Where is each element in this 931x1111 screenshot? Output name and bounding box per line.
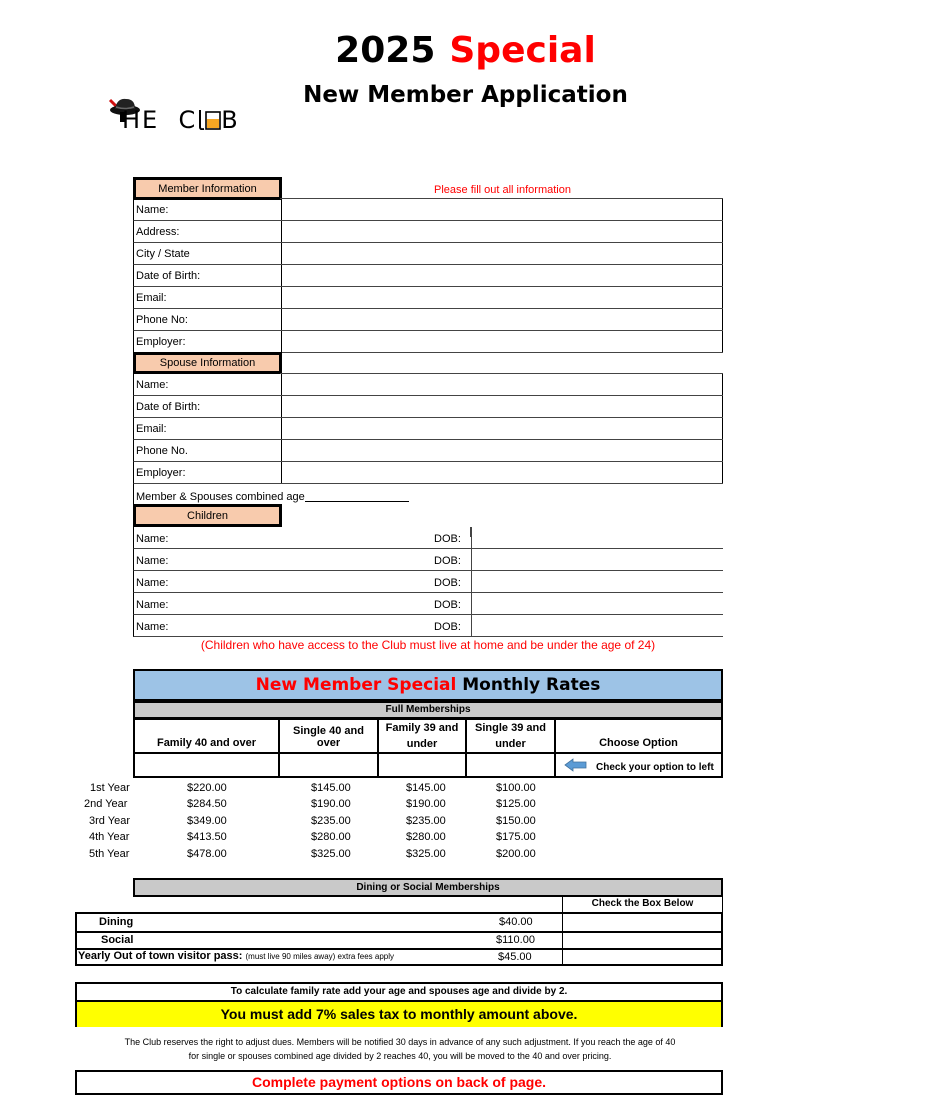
price-cell: $175.00 — [496, 831, 536, 843]
notes-box — [75, 982, 723, 1027]
col-family-40-over: Family 40 and over — [134, 719, 279, 753]
member-address-row — [133, 221, 723, 243]
child-name-label: Name: — [136, 555, 169, 567]
price-row-year-3 — [70, 815, 570, 832]
membership-options-table — [133, 718, 723, 778]
golf-club-icon — [197, 110, 205, 130]
spouse-name-row — [133, 374, 723, 396]
club-logo — [108, 96, 248, 136]
price-cell: $100.00 — [496, 782, 536, 794]
child-name-label: Name: — [136, 533, 169, 545]
payment-note: Complete payment options on back of page. — [75, 1070, 723, 1095]
whiskey-glass-icon — [205, 110, 221, 130]
spouse-email-row — [133, 418, 723, 440]
price-cell: $125.00 — [496, 798, 536, 810]
fill-all-note: Please fill out all information — [434, 184, 571, 196]
child-dob-input[interactable] — [471, 615, 723, 636]
price-cell: $220.00 — [187, 782, 227, 794]
col-single-39-under: Single 39 and under — [466, 719, 555, 753]
price-cell: $150.00 — [496, 815, 536, 827]
checkbox-family-40-over[interactable] — [134, 753, 279, 777]
member-employer-row — [133, 331, 723, 353]
visitor-pass-row — [77, 950, 721, 964]
child-dob-label: DOB: — [434, 533, 461, 545]
field-label: Email: — [136, 292, 167, 304]
dining-row — [77, 914, 721, 933]
member-phone-input[interactable] — [281, 309, 723, 330]
price-cell: $145.00 — [406, 782, 446, 794]
policy-line-2: for single or spouses combined age divided by 2 reaches 40, you will be moved to the 40 and over pricing. — [188, 1051, 612, 1061]
dining-table — [75, 912, 723, 966]
checkbox-single-39-under[interactable] — [466, 753, 555, 777]
family-rate-note: To calculate family rate add your age and spouses age and divide by 2. — [77, 984, 721, 1002]
year-label: 2nd Year — [84, 798, 128, 810]
social-label: Social — [101, 934, 134, 946]
spouse-phone-input[interactable] — [281, 440, 723, 461]
field-label: Phone No: — [136, 314, 188, 326]
member-employer-input[interactable] — [281, 331, 723, 352]
full-memberships-bar: Full Memberships — [133, 701, 723, 719]
price-cell: $200.00 — [496, 848, 536, 860]
member-email-input[interactable] — [281, 287, 723, 308]
divider — [133, 484, 134, 506]
child-row — [133, 527, 723, 549]
member-name-row — [133, 199, 723, 221]
check-hint-text: Check your option to left — [596, 761, 714, 773]
check-hint-cell — [555, 753, 722, 777]
rates-title-red: New Member Special — [255, 675, 457, 695]
tax-note: You must add 7% sales tax to monthly amount above. — [77, 1002, 721, 1027]
page-subtitle: New Member Application — [303, 82, 628, 108]
member-email-row — [133, 287, 723, 309]
field-label: Email: — [136, 423, 167, 435]
checkbox-family-39-under[interactable] — [378, 753, 466, 777]
arrow-left-icon — [564, 758, 588, 772]
price-cell: $325.00 — [406, 848, 446, 860]
col-choose-option: Choose Option — [555, 719, 722, 753]
member-phone-row — [133, 309, 723, 331]
member-info-header: Member Information — [133, 177, 282, 200]
checkbox-single-40-over[interactable] — [279, 753, 378, 777]
price-cell: $349.00 — [187, 815, 227, 827]
price-cell: $190.00 — [406, 798, 446, 810]
spouse-dob-row — [133, 396, 723, 418]
child-name-label: Name: — [136, 577, 169, 589]
child-row — [133, 571, 723, 593]
price-cell: $235.00 — [406, 815, 446, 827]
combined-age-label: Member & Spouses combined age — [136, 491, 305, 503]
spouse-email-input[interactable] — [281, 418, 723, 439]
title-year: 2025 — [335, 30, 436, 71]
combined-age-row — [136, 490, 409, 503]
check-box-label: Check the Box Below — [562, 896, 723, 913]
col-family-39-under: Family 39 and under — [378, 719, 466, 753]
year-label: 4th Year — [89, 831, 130, 843]
year-label: 3rd Year — [89, 815, 130, 827]
field-label: Phone No. — [136, 445, 188, 457]
price-row-year-4 — [70, 831, 570, 848]
child-row — [133, 593, 723, 615]
visitor-pass-checkbox[interactable] — [562, 948, 722, 964]
price-cell: $145.00 — [311, 782, 351, 794]
visitor-pass-title: Yearly Out of town visitor pass: — [78, 950, 243, 962]
field-label: Date of Birth: — [136, 401, 201, 413]
field-label: Employer: — [136, 467, 186, 479]
field-label: Address: — [136, 226, 180, 238]
visitor-pass-price: $45.00 — [498, 951, 532, 963]
child-dob-label: DOB: — [434, 577, 461, 589]
child-dob-label: DOB: — [434, 599, 461, 611]
child-dob-input[interactable] — [471, 549, 723, 570]
field-label: City / State — [136, 248, 190, 260]
member-city-row — [133, 243, 723, 265]
child-name-label: Name: — [136, 621, 169, 633]
dining-social-bar: Dining or Social Memberships — [133, 878, 723, 897]
field-label: Date of Birth: — [136, 270, 201, 282]
member-dob-input[interactable] — [281, 265, 723, 286]
spouse-info-header: Spouse Information — [133, 352, 282, 374]
child-dob-label: DOB: — [434, 621, 461, 633]
dining-checkbox[interactable] — [562, 914, 722, 931]
member-city-input[interactable] — [281, 243, 723, 264]
children-header: Children — [133, 504, 282, 527]
dining-price: $40.00 — [499, 916, 533, 928]
member-address-input[interactable] — [281, 221, 723, 242]
price-cell: $325.00 — [311, 848, 351, 860]
year-label: 1st Year — [90, 782, 130, 794]
dining-label: Dining — [99, 916, 134, 928]
title-special: Special — [449, 30, 596, 71]
child-dob-input[interactable] — [471, 593, 723, 614]
price-cell: $280.00 — [406, 831, 446, 843]
price-row-year-2 — [70, 798, 570, 815]
spouse-dob-input[interactable] — [281, 396, 723, 417]
child-name-label: Name: — [136, 599, 169, 611]
member-name-input[interactable] — [281, 199, 723, 220]
combined-age-input[interactable] — [305, 490, 409, 502]
price-row-year-1 — [70, 782, 570, 799]
spouse-employer-row — [133, 462, 723, 484]
spouse-employer-input[interactable] — [281, 462, 723, 483]
year-label: 5th Year — [89, 848, 130, 860]
col-single-40-over: Single 40 and over — [279, 719, 378, 753]
social-price: $110.00 — [496, 934, 535, 946]
page-title — [0, 30, 931, 71]
price-cell: $413.50 — [187, 831, 227, 843]
logo-text: HE C B — [122, 106, 240, 134]
spouse-phone-row — [133, 440, 723, 462]
policy-text — [70, 1035, 730, 1063]
price-row-year-5 — [70, 848, 570, 865]
child-dob-input[interactable] — [471, 571, 723, 592]
visitor-pass-label — [78, 950, 394, 962]
price-cell: $235.00 — [311, 815, 351, 827]
child-row — [133, 549, 723, 571]
rates-title-black: Monthly Rates — [462, 675, 601, 695]
child-row — [133, 615, 723, 637]
price-cell: $190.00 — [311, 798, 351, 810]
field-label: Name: — [136, 379, 169, 391]
rates-title — [133, 669, 723, 701]
price-cell: $478.00 — [187, 848, 227, 860]
price-cell: $280.00 — [311, 831, 351, 843]
policy-line-1: The Club reserves the right to adjust dues. Members will be notified 30 days in advance of any such adjustment. If you reach the age of 40 — [124, 1037, 676, 1047]
social-checkbox[interactable] — [562, 933, 722, 948]
member-dob-row — [133, 265, 723, 287]
child-dob-input[interactable] — [471, 527, 723, 548]
children-age-note: (Children who have access to the Club must live at home and be under the age of 24) — [200, 638, 656, 652]
spouse-name-input[interactable] — [281, 374, 723, 395]
field-label: Name: — [136, 204, 169, 216]
price-cell: $284.50 — [187, 798, 227, 810]
visitor-pass-note: (must live 90 miles away) extra fees apply — [245, 952, 394, 961]
field-label: Employer: — [136, 336, 186, 348]
child-dob-label: DOB: — [434, 555, 461, 567]
